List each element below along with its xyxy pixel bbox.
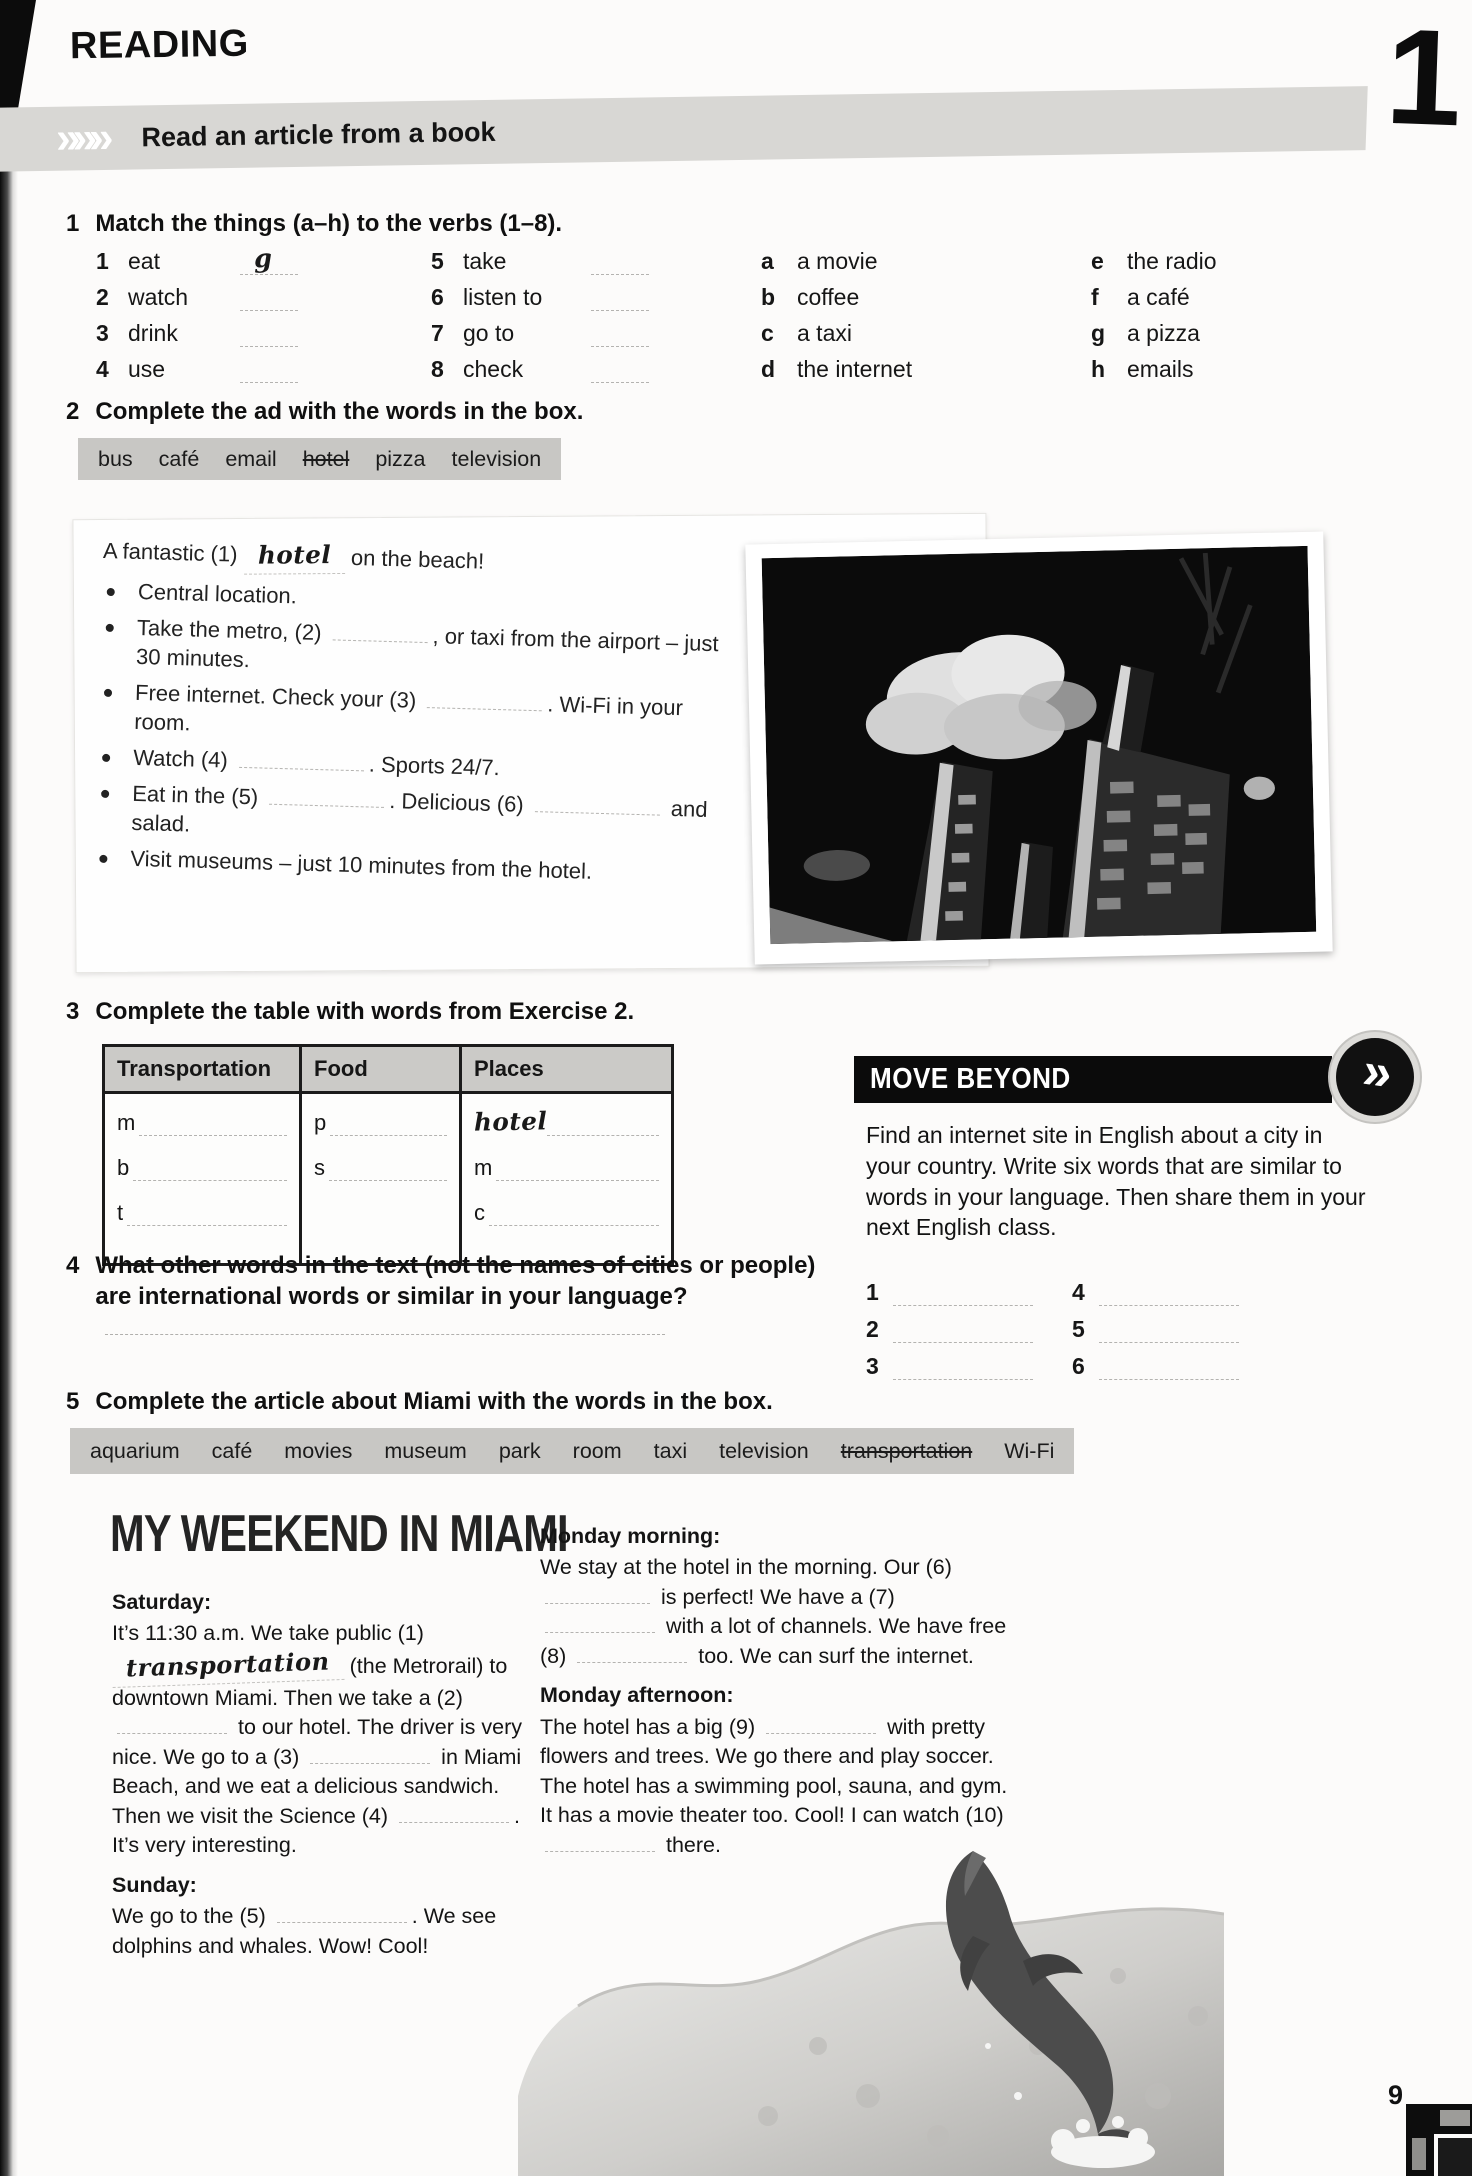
monday-morning-heading: Monday morning: [540,1524,721,1548]
thing-letter: b [761,284,776,310]
exercise4-answer-blank [105,1320,665,1335]
exercise5-number: 5 [66,1388,80,1415]
thing-item [1091,250,1217,275]
verb-item [431,286,761,311]
text-segment: is perfect! We have a (7) [655,1584,895,1609]
verb-label: go to [463,320,515,346]
text-segment: on the beach! [344,544,485,574]
thing-label: a movie [797,248,878,274]
word-box-item: television [719,1438,809,1463]
fill-blank [545,1589,650,1604]
word-box-item: hotel [302,446,350,471]
ad-bullet-list [94,575,722,888]
slot-number: 1 [866,1279,879,1305]
table-cell-food [299,1094,462,1263]
word-box-item: bus [98,446,133,471]
text-segment: Central location. [137,578,298,608]
exercise5-title: Complete the article about Miami with the words in the box. [95,1388,773,1415]
text-segment: there. [660,1832,721,1857]
slot-blank [893,1289,1033,1306]
thing-label: the radio [1127,248,1217,274]
exercise5-word-box [70,1428,1074,1474]
table-cell-places [462,1094,671,1263]
text-segment: Visit museums – just 10 minutes from the hotel. [130,845,593,884]
text-segment: and salad. [131,795,708,837]
fill-blank [239,751,364,771]
text-segment: in Miami Beach, and we eat a delicious sandwich. Then we visit the Science (4) [112,1744,522,1828]
verb-item [431,358,761,383]
exercise2-word-box [78,438,561,480]
word-box-item: Wi-Fi [1004,1438,1055,1463]
verbs-column-2 [431,250,761,394]
thing-letter: h [1091,356,1106,382]
verb-label: use [128,356,166,382]
table-cell-transportation [105,1094,299,1263]
skill-banner [0,84,1472,172]
word-box-item: taxi [653,1438,688,1463]
verb-item [431,250,761,275]
fill-blank [427,691,542,711]
text-segment: too. We can surf the internet. [692,1643,974,1668]
fill-blank [766,1719,876,1734]
entry-blank [489,1207,659,1226]
hotel-night-photo-art [762,546,1317,944]
thing-item [761,250,1091,275]
fill-blank [535,795,660,815]
handwritten-answer: transportation [111,1645,344,1688]
thing-letter: a [761,248,774,274]
verb-item [96,243,431,275]
table-entry [117,1108,287,1136]
thing-item [761,358,1091,383]
move-beyond-body: Find an internet site in English about a city in your country. Write six words that are similar to words in your language. Then share them in your next English class. [866,1122,1366,1241]
text-segment: Free internet. Check your (3) [134,679,423,713]
chevrons-icon: »»» [55,112,106,163]
entry-blank [329,1162,447,1181]
thing-item [1091,322,1217,347]
table-entry [314,1108,447,1136]
answer-blank [240,362,298,383]
slot-blank [1099,1326,1239,1343]
word-box-item: movies [284,1438,353,1463]
book-binding-shadow [0,0,18,2176]
thing-item [1091,358,1217,383]
table-entry [117,1198,287,1226]
answer-blank [591,326,649,347]
answer-blank [240,243,298,275]
verb-label: check [463,356,524,382]
move-beyond-title: MOVE BEYOND [870,1063,1071,1095]
exercise3-number: 3 [66,998,80,1025]
verb-item [431,322,761,347]
thing-label: the internet [797,356,913,382]
entry-blank [330,1117,447,1136]
logo-block [1440,2110,1470,2126]
exercise5-heading [66,1386,773,1417]
unit-number: 1 [1365,4,1472,156]
exercise1-match-grid [96,243,1217,394]
exercise1-number: 1 [66,210,80,237]
slot-number: 3 [866,1353,879,1379]
verb-label: drink [128,320,178,346]
text-segment: We go to the (5) [112,1904,272,1929]
text-segment: A fantastic (1) [102,537,244,567]
exercise3-title: Complete the table with words from Exercise 2. [95,998,635,1025]
slot-number: 4 [1072,1279,1085,1305]
exercise1-heading [66,208,1406,239]
fill-blank [332,623,427,643]
thing-label: emails [1127,356,1194,382]
text-segment: . Delicious (6) [388,787,531,817]
entry-blank [547,1117,659,1136]
entry-blank [139,1117,287,1136]
exercise3-table [102,1044,674,1266]
sunday-paragraph [112,1902,524,1961]
answer-blank [591,362,649,383]
verb-number: 7 [431,320,444,346]
word-box-item: pizza [375,446,426,471]
text-segment: . Sports 24/7. [368,751,501,780]
thing-letter: d [761,356,776,382]
verb-number: 3 [96,320,109,346]
move-beyond-slots [866,1279,1278,1380]
table-header-food: Food [299,1047,462,1094]
handwritten-answer: hotel [243,539,344,574]
monday-morning-paragraph [540,1553,1018,1671]
things-column-1 [761,250,1091,394]
text-segment: Take the metro, (2) [136,614,328,645]
verb-label: take [463,248,507,274]
answer-blank [591,290,649,311]
text-segment: (the Metrorail) to downtown Miami. Then we take a (2) [112,1653,508,1710]
slot-item [1072,1316,1278,1343]
text-segment: . We see dolphins and whales. Wow! Cool! [112,1904,497,1958]
table-entry [474,1153,659,1181]
entry-letter: c [474,1200,485,1225]
exercise2-title: Complete the ad with the words in the box. [95,398,584,425]
hotel-ad-text [94,534,723,896]
logo-block [1434,2134,1472,2176]
slot-number: 5 [1072,1316,1085,1342]
verb-item [96,358,431,383]
thing-item [761,322,1091,347]
thing-label: a taxi [797,320,852,346]
ad-bullet [100,611,721,686]
slot-item [866,1316,1072,1343]
verb-item [96,286,431,311]
thing-label: a café [1127,284,1190,310]
entry-blank [496,1162,659,1181]
table-entry [314,1153,447,1181]
exercise2-heading [66,396,583,427]
table-entry [117,1153,287,1181]
dolphin-photo-art [518,1796,1224,2176]
fill-blank [269,787,384,807]
word-box-item: museum [384,1438,467,1463]
thing-letter: g [1091,320,1106,346]
entry-blank [127,1207,287,1226]
verb-number: 5 [431,248,444,274]
fill-blank [310,1749,430,1764]
fill-blank [117,1719,227,1734]
page-number: 9 [1388,2080,1404,2110]
entry-letter: s [314,1155,325,1180]
monday-afternoon-heading: Monday afternoon: [540,1683,734,1708]
verb-number: 4 [96,356,109,382]
text-segment: The hotel has a big (9) [540,1714,762,1739]
slot-blank [893,1363,1033,1380]
table-entry [474,1108,659,1136]
handwritten-answer: g [253,243,274,275]
thing-letter: f [1091,284,1099,310]
sunday-heading: Sunday: [112,1872,197,1897]
entry-blank [133,1162,287,1181]
text-segment: to our hotel. The driver is very nice. We go to a (3) [112,1715,522,1769]
verb-label: watch [128,284,189,310]
verb-number: 1 [96,248,109,274]
dolphin-photo [518,1796,1224,2176]
word-box-item: email [225,446,277,471]
text-segment: Watch (4) [132,744,235,773]
entry-letter: p [314,1110,327,1135]
ad-bullet [95,778,716,853]
move-beyond-icon [1336,1038,1414,1116]
slot-item [1072,1353,1278,1380]
slot-blank [1099,1363,1239,1380]
text-segment: with a lot of channels. We have free (8) [540,1614,1007,1668]
word-box-item: park [498,1438,541,1463]
section-title: READING [69,22,250,68]
text-segment: . Wi-Fi in your room. [133,691,684,736]
entry-letter: t [117,1200,124,1225]
logo-block [1412,2138,1426,2170]
exercise4-question: What other words in the text (not the names of cities or people) are international words or similar in your language? [95,1252,816,1311]
exercise3-heading [66,996,634,1027]
text-segment: with pretty flowers and trees. We go there and play soccer. The hotel has a swimming pool, sauna, and gym. It has a movie theater too. Cool! I can watch (10) [540,1714,1008,1828]
answer-blank [240,326,298,347]
handwritten-answer: hotel [473,1106,548,1137]
verbs-column-1 [96,243,431,394]
verb-number: 8 [431,356,444,382]
table-header-transportation: Transportation [105,1047,299,1094]
slot-blank [893,1326,1033,1343]
word-box-item: café [211,1438,253,1463]
text-segment: It’s 11:30 a.m. We take public (1) [112,1621,424,1646]
fill-blank [545,1618,655,1633]
verb-item [96,322,431,347]
saturday-paragraph [112,1619,524,1860]
thing-label: coffee [797,284,860,310]
hotel-photo [745,531,1332,964]
answer-blank [240,290,298,311]
answer-blank [591,254,649,275]
word-box-item: transportation [840,1438,973,1463]
fill-blank [277,1908,407,1923]
article-left-column [112,1588,524,1963]
text-segment: We stay at the hotel in the morning. Our (6) [540,1555,952,1580]
verb-label: listen to [463,284,543,310]
things-column-2 [1091,250,1217,394]
thing-letter: c [761,320,774,346]
slot-blank [1099,1289,1239,1306]
exercise4-number: 4 [66,1252,80,1279]
exercise4-title [95,1250,835,1344]
exercise4-heading [66,1250,835,1344]
article-title: MY WEEKEND IN MIAMI [110,1505,568,1563]
text-segment: Eat in the (5) [131,780,265,810]
text-segment: . It’s very interesting. [112,1803,520,1858]
skill-banner-label: Read an article from a book [141,116,496,152]
verb-label: eat [128,248,160,274]
exercise2-number: 2 [66,398,80,425]
word-box-item: café [158,446,200,471]
double-chevron-icon: » [1358,1041,1396,1103]
fill-blank [399,1808,509,1823]
slot-number: 2 [866,1316,879,1342]
text-segment: , or taxi from the airport – just 30 minutes. [135,622,719,672]
exercise1-title: Match the things (a–h) to the verbs (1–8). [95,210,563,237]
thing-letter: e [1091,248,1104,274]
ad-bullet [98,677,719,752]
table-entry [474,1198,659,1226]
word-box-item: room [572,1438,622,1463]
verb-number: 2 [96,284,109,310]
thing-label: a pizza [1127,320,1200,346]
table-header-places: Places [462,1047,671,1094]
entry-letter: m [474,1155,493,1180]
publisher-corner-logo [1406,2104,1472,2176]
word-box-item: aquarium [90,1438,180,1463]
slot-number: 6 [1072,1353,1085,1379]
fill-blank [577,1648,687,1663]
slot-item [866,1279,1072,1306]
move-beyond-bar [854,1056,1332,1103]
word-box-item: television [451,446,542,471]
entry-letter: b [117,1155,130,1180]
slot-item [866,1353,1072,1380]
saturday-heading: Saturday: [112,1590,212,1614]
thing-item [761,286,1091,311]
verb-number: 6 [431,284,444,310]
entry-letter: m [117,1110,136,1135]
thing-item [1091,286,1217,311]
slot-item [1072,1279,1278,1306]
